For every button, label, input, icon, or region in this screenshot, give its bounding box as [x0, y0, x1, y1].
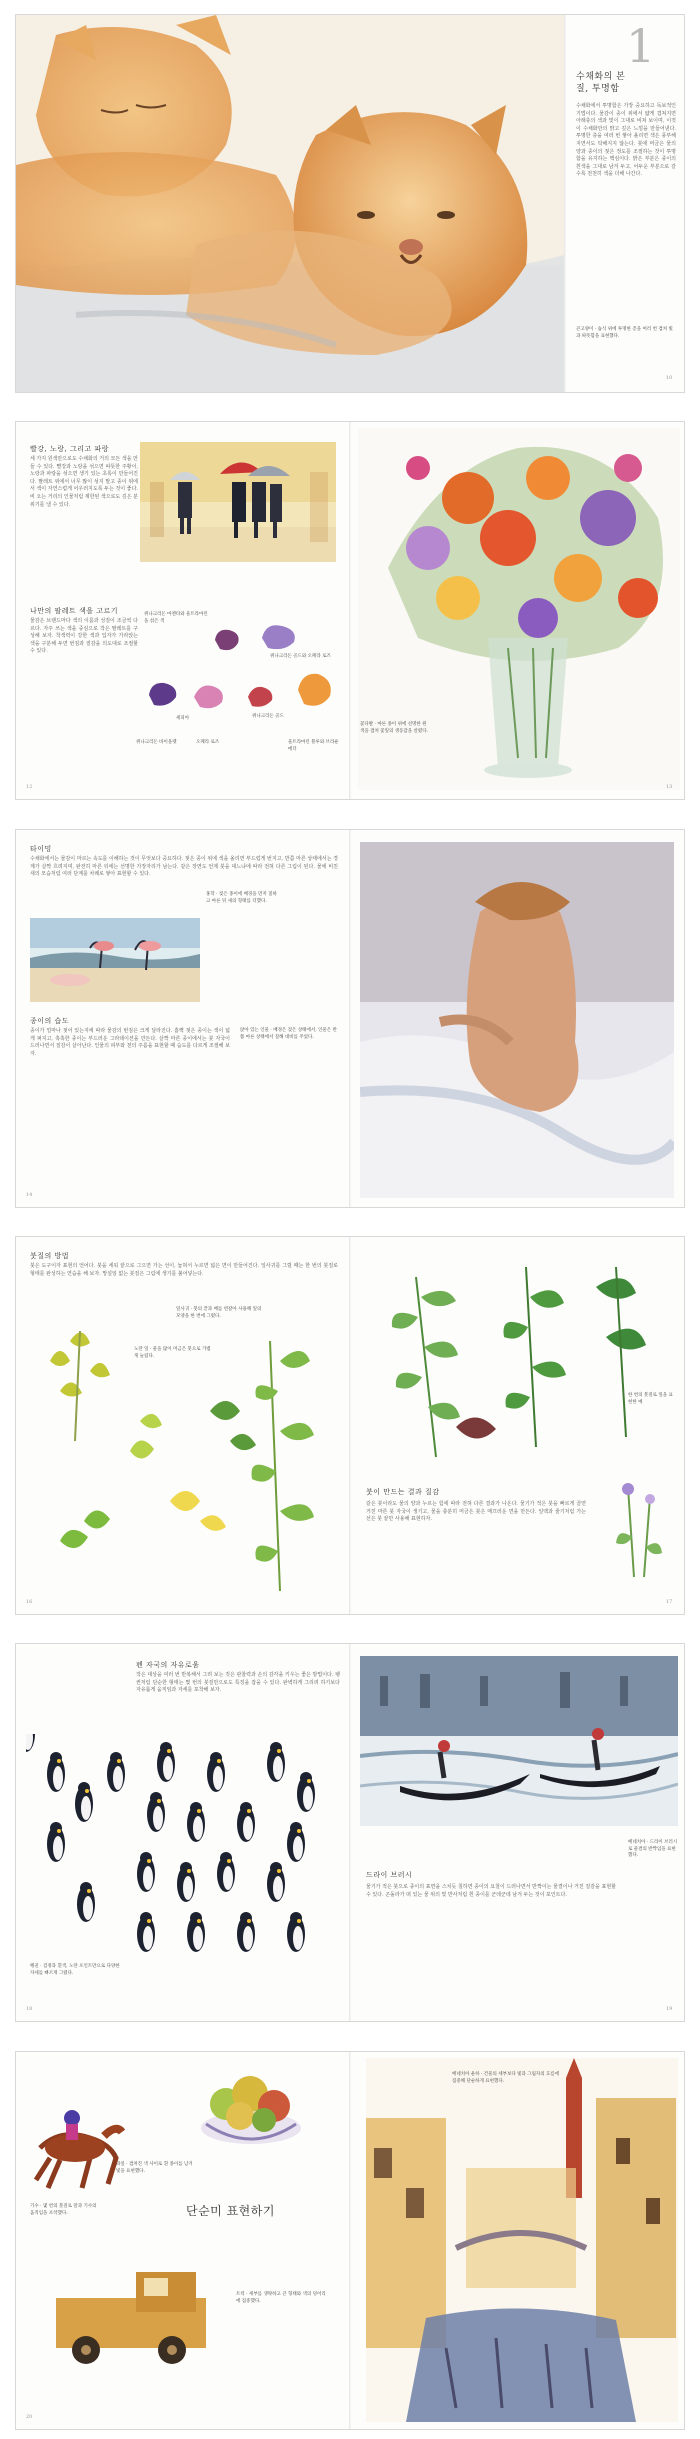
lions-caption: 큰고양이 · 습식 위에 투명한 층을 여러 번 겹쳐 빛과 따뜻함을 표현했다.	[576, 327, 673, 339]
venice-gondola-painting	[360, 1656, 678, 1826]
page-number-left: 12	[26, 784, 33, 790]
penguins-painting	[26, 1734, 342, 1964]
section-heading: 빨강, 노랑, 그리고 파랑	[30, 445, 109, 453]
leaves-painting-right	[366, 1257, 676, 1467]
swatch-note-6: 퀴나크리돈 골드	[252, 714, 284, 719]
fruit-bowl-painting	[186, 2058, 316, 2158]
spread-penguins	[16, 1644, 684, 2021]
flamingo-painting	[30, 918, 200, 1002]
chapter-body: 수채화에서 투명함은 가장 중요하고 독보적인 기법이다. 물감이 종이 위에서 얇게 겹쳐지면 아래층의 색과 빛이 그대로 비쳐 보이며, 이것이 수채화만의 맑고 깊은 느낌을 만들어낸다. 투명한 층을 여러 번 쌓아 올리면 색은 풍부해지면서도 탁해지지 않는다. 붓에 머금은 물의 양과 종이의 젖은 정도를 조절하는 것이 투명함을 유지하는 핵심이다. 밝은 부분은 종이의 흰색을 그대로 남겨 두고, 어두운 부분으로 갈수록 천천히 색을 더해 나간다.	[576, 103, 676, 178]
section-body: 세 가지 원색만으로도 수채화의 거의 모든 색을 만들 수 있다. 빨강과 노랑을 섞으면 따뜻한 주황이, 노랑과 파랑을 섞으면 생기 있는 초록이 만들어진다. 팔레트 위에서 너무 많이 섞지 말고 종이 위에서 색이 자연스럽게 어우러지도록 두는 것이 좋다. 비 오는 거리의 인물처럼 제한된 색으로도 깊은 분위기를 낼 수 있다.	[30, 456, 138, 508]
truck-painting	[46, 2258, 216, 2368]
page-number-left: 14	[26, 1192, 33, 1198]
swatch-note-1: 퀴나크리돈 마젠타와 울트라마린을 섞은 색	[144, 612, 208, 624]
brush-body: 붓은 도구이자 표현의 언어다. 붓을 세워 끝으로 그으면 가는 선이, 눕혀서 누르면 넓은 면이 만들어진다. 잎사귀를 그릴 때는 한 번의 붓질로 형태를 완성하는 연습을 해 보자. 망설임 없는 붓질은 그림에 생기를 불어넣는다.	[30, 1263, 338, 1277]
page-number-right: 17	[666, 1599, 673, 1605]
penguin-body: 작은 대상을 여러 번 반복해서 그려 보는 것은 관찰력과 손의 감각을 키우는 좋은 방법이다. 펭귄처럼 단순한 형태는 몇 번의 붓질만으로도 특징을 잡을 수 있다. 완벽하게 그리려 하기보다 자유롭게 움직임과 자세를 포착해 보자.	[136, 1672, 340, 1694]
truck-caption: 트럭 · 세부를 생략하고 큰 형태와 색의 덩어리에 집중했다.	[236, 2292, 326, 2304]
horse-rider-painting	[30, 2088, 130, 2198]
chapter-title: 수채화의 본질, 투명함	[576, 72, 626, 94]
swatch-purple	[260, 622, 300, 652]
flower-stems-painting	[598, 1477, 678, 1587]
leaf-caption-right: 한 번의 붓질로 잎을 표현한 예	[628, 1393, 673, 1405]
horse-caption: 기수 · 몇 번의 붓질로 말과 기수의 움직임을 포착했다.	[30, 2204, 97, 2216]
swatch-pink	[192, 682, 228, 712]
brush-heading: 붓질의 방법	[30, 1252, 70, 1260]
rain-people-painting	[140, 442, 336, 562]
swatch-note-7: 울트라마린 블루와 브라운 매더	[288, 740, 339, 752]
swatch-magenta	[146, 680, 180, 710]
fruit-caption: 과일 · 겹쳐진 색 사이로 흰 종이를 남겨 빛을 표현했다.	[116, 2162, 193, 2174]
spread-timing	[16, 830, 684, 1207]
swatch-sepia-red	[246, 684, 276, 710]
simplicity-title: 단순미 표현하기	[186, 2204, 275, 2218]
bouquet-caption: 꽃다발 · 마른 종이 위에 선명한 원색을 겹쳐 꽃잎의 생동감을 살렸다.	[360, 722, 429, 734]
palette-heading: 나만의 팔레트 색을 고르기	[30, 607, 119, 615]
leaf-caption-1: 잎사귀 · 붓의 끝과 배를 번갈아 사용해 잎의 모양을 한 번에 그렸다.	[176, 1307, 262, 1319]
page-number-left: 20	[26, 2414, 33, 2420]
leaf-caption-2: 노란 잎 · 물을 많이 머금은 붓으로 가볍게 눌렀다.	[134, 1347, 211, 1359]
leaves-painting-left	[30, 1301, 340, 1601]
timing-heading: 타이밍	[30, 845, 52, 853]
venice-canal-painting	[366, 2058, 678, 2422]
figure-caption: 앉아 있는 인물 · 배경은 젖은 상태에서, 인물은 반쯤 마른 상태에서 칠해 대비를 주었다.	[240, 1028, 337, 1040]
palette-body: 물감은 브랜드마다 색의 이름과 성질이 조금씩 다르다. 자주 쓰는 색을 중심으로 작은 팔레트를 구성해 보자. 착색력이 강한 색과 입자가 가라앉는 색을 구분해 두면 번짐과 질감을 의도대로 조절할 수 있다.	[30, 618, 138, 655]
spread-brushwork	[16, 1237, 684, 1614]
humidity-heading: 종이의 습도	[30, 1017, 70, 1025]
page-number-left: 16	[26, 1599, 33, 1605]
timing-body: 수채화에서는 물감이 마르는 속도를 이해하는 것이 무엇보다 중요하다. 젖은 종이 위에 색을 올리면 부드럽게 번지고, 반쯤 마른 상태에서는 경계가 살짝 흐려지며, 완전히 마른 뒤에는 선명한 가장자리가 남는다. 같은 장면도 언제 붓을 대느냐에 따라 전혀 다른 그림이 된다. 물에 비친 새의 모습처럼 여러 단계를 차례로 쌓아 표현할 수 있다.	[30, 856, 338, 878]
page-number-right: 13	[666, 784, 673, 790]
chapter-number: 1	[626, 19, 656, 73]
drybrush-body: 물기가 적은 붓으로 종이의 표면을 스치듯 칠하면 종이의 요철이 드러나면서 반짝이는 물결이나 거친 질감을 표현할 수 있다. 곤돌라가 떠 있는 물 위의 빛 반사처럼 흰 종이를 군데군데 남겨 두는 것이 포인트다.	[366, 1884, 616, 1898]
drybrush-heading: 드라이 브러시	[366, 1871, 413, 1879]
swatch-note-4: 퀴나크리돈 바이올렛	[136, 740, 177, 745]
page-number: 10	[666, 375, 673, 381]
texture-heading: 붓이 만드는 결과 질감	[366, 1488, 440, 1496]
swatch-note-2: 퀴나크리돈 골드와 오페라 로즈	[270, 654, 331, 659]
texture-body: 같은 붓이라도 물의 양과 누르는 힘에 따라 전혀 다른 결과가 나온다. 물기가 적은 붓을 빠르게 끌면 거친 마른 붓 자국이 생기고, 물을 충분히 머금은 붓은 매끄러운 면을 만든다. 잎맥과 줄기처럼 가는 선은 붓 끝만 사용해 표현하자.	[366, 1501, 586, 1523]
page-number-left: 18	[26, 2006, 33, 2012]
swatch-violet-blue	[212, 627, 242, 653]
spread-transparency	[16, 15, 684, 392]
swatch-note-5: 오페라 로즈	[196, 740, 220, 745]
canal-caption: 베네치아 운하 · 건물의 세부보다 빛과 그림자의 흐름에 집중해 단순하게 표현했다.	[452, 2072, 562, 2085]
swatch-note-3: 세피아	[176, 716, 190, 721]
flower-bouquet-painting	[358, 428, 680, 790]
spread-simplicity	[16, 2052, 684, 2429]
swatch-orange	[294, 670, 336, 710]
penguin-heading: 펜 자국의 자유로움	[136, 1661, 200, 1669]
page-number-right: 19	[666, 2006, 673, 2012]
spread-primary-colors	[16, 422, 684, 799]
venice-caption: 베네치아 · 드라이 브러시로 물결의 반짝임을 표현했다.	[628, 1840, 678, 1858]
penguin-caption: 펭귄 · 검정과 흰색, 노란 포인트만으로 다양한 자세를 빠르게 그렸다.	[30, 1964, 120, 1976]
flamingo-caption: 홍학 · 젖은 종이에 배경을 먼저 칠하고 마른 뒤 새의 형태를 더했다.	[206, 892, 277, 904]
seated-figure-painting	[360, 842, 674, 1198]
humidity-body: 종이가 얼마나 젖어 있는지에 따라 물감의 번짐은 크게 달라진다. 흠뻑 젖은 종이는 색이 넓게 퍼지고, 촉촉한 종이는 부드러운 그라데이션을 만든다. 살짝 마른 종이에서는 붓 자국이 드러나면서 질감이 살아난다. 인물의 피부와 천의 주름을 표현할 때 습도를 다르게 조절해 보자.	[30, 1028, 230, 1057]
lions-painting	[16, 15, 564, 392]
